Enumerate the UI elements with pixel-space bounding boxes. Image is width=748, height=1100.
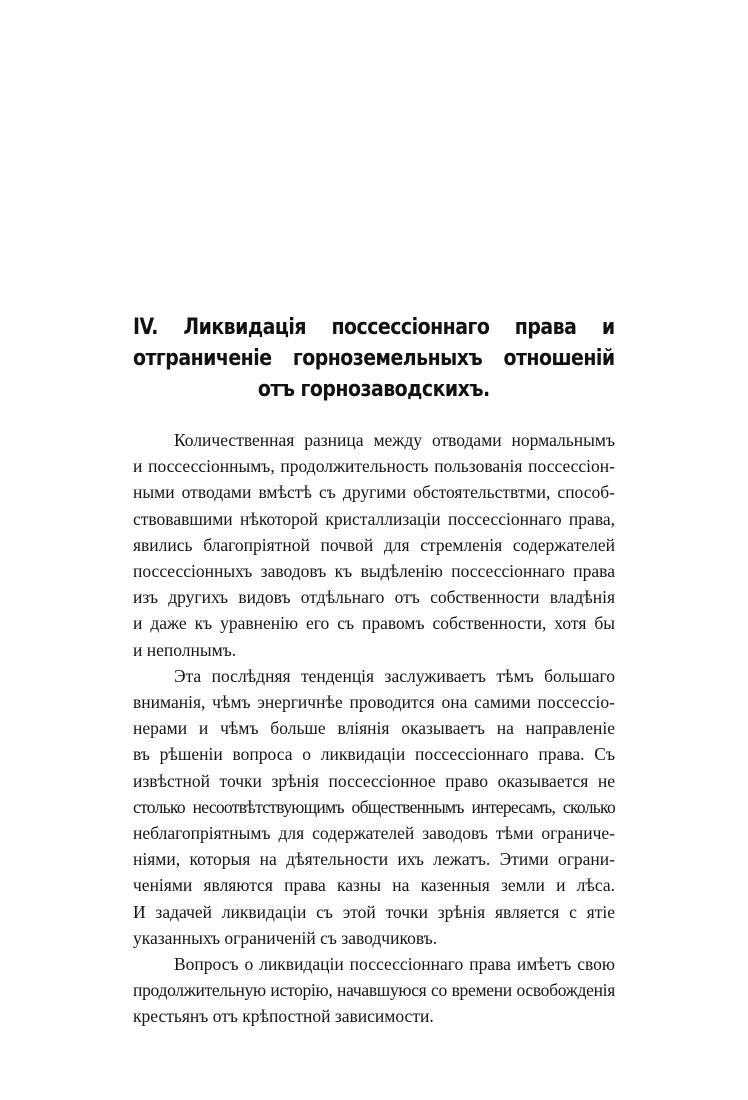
text-line: поссессіонныхъ заводовъ къ выдѣленію поссессіоннаго права (133, 561, 615, 582)
text-line: ствовавшими нѣкоторой кристаллизаціи поссессіоннаго права, (133, 508, 615, 529)
text-line: нерами и чѣмъ больше вліянія оказываетъ на направленіе (133, 718, 615, 739)
text-line: Эта послѣдняя тенденція заслуживаетъ тѣмъ большаго (174, 665, 615, 686)
paragraph-2 (133, 663, 615, 951)
paragraph-3 (133, 951, 615, 1030)
text-line: и даже къ уравненію его съ правомъ собственности, хотя бы (133, 613, 615, 634)
chapter-heading (133, 312, 615, 405)
body-text (133, 427, 615, 1030)
text-line: вниманія, чѣмъ энергичнѣе проводится она самими поссессіо- (133, 692, 615, 713)
heading-line: IV. Ликвидація поссессіоннаго права и (133, 315, 615, 340)
heading-line: отграниченіе горноземельныхъ отношеній (133, 346, 615, 371)
text-line: указанныхъ ограниченій съ заводчиковъ. (133, 927, 438, 948)
text-line: изъ другихъ видовъ отдѣльнаго отъ собственности владѣнія (133, 587, 615, 608)
text-line: Вопросъ о ликвидаціи поссессіоннаго права имѣетъ свою (174, 954, 615, 975)
text-line: неблагопріятнымъ для содержателей заводовъ тѣми ограниче- (133, 823, 615, 844)
text-line: продолжительную исторію, начавшуюся со времени освобожденія (133, 980, 615, 1001)
text-line: столько несоотвѣтствующимъ общественнымъ интересамъ, сколько (133, 796, 615, 817)
text-line: и поссессіоннымъ, продолжительность пользованія поссессіон- (133, 456, 615, 477)
text-line: крестьянъ отъ крѣпостной зависимости. (133, 1006, 434, 1027)
text-line: и неполнымъ. (133, 639, 237, 660)
text-line: въ рѣшеніи вопроса о ликвидаціи поссессіоннаго права. Съ (133, 744, 615, 765)
heading-line: отъ горнозаводскихъ. (257, 377, 490, 402)
text-line: явились благопріятной почвой для стремленія содержателей (133, 534, 615, 555)
text-line: извѣстной точки зрѣнія поссессіонное право оказывается не (133, 770, 615, 791)
text-line: ными отводами вмѣстѣ съ другими обстоятельствтми, способ- (133, 482, 615, 503)
text-line: ченіями являются права казны на казенныя земли и лѣса. (133, 875, 615, 896)
text-line: Количественная разница между отводами нормальнымъ (174, 430, 615, 450)
text-line: ніями, которыя на дѣятельности ихъ лежатъ. Этими ограни- (133, 849, 615, 870)
text-line: И задачей ликвидаціи съ этой точки зрѣнія является с ятіе (133, 901, 615, 922)
paragraph-1 (133, 427, 615, 663)
